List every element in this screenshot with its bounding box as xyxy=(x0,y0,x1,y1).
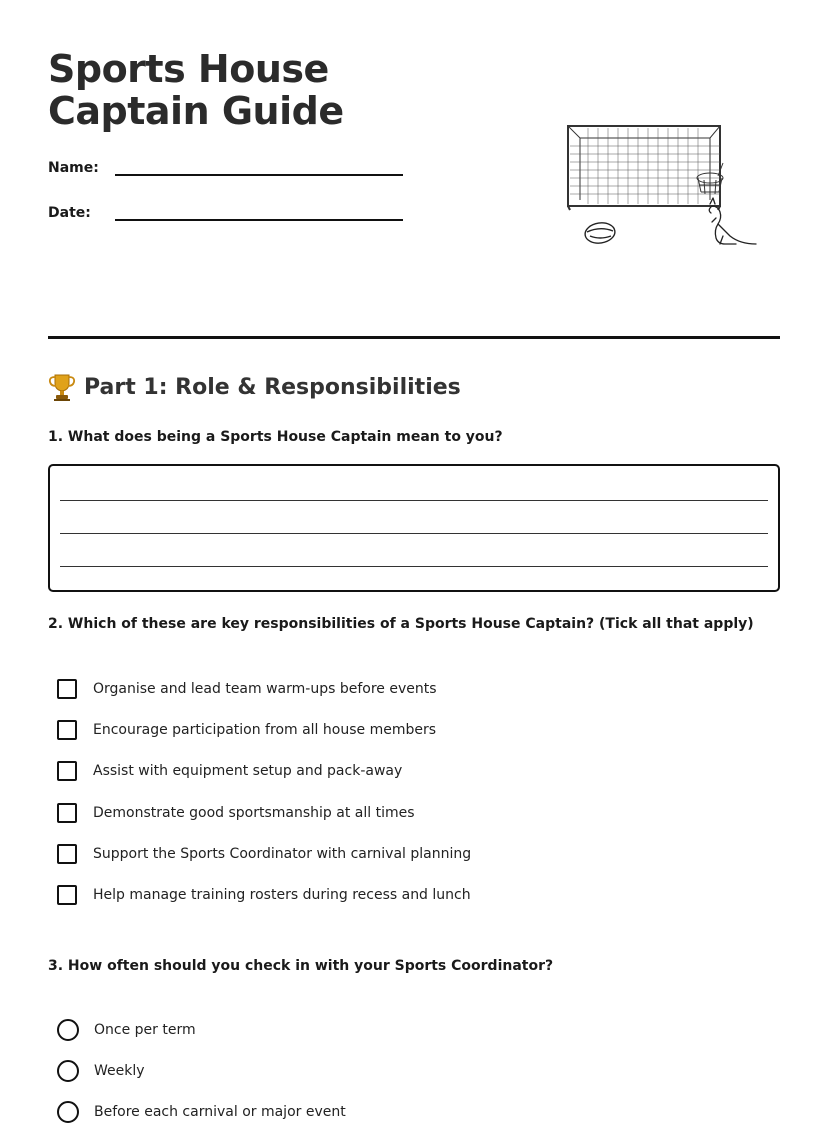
option-label: Assist with equipment setup and pack-away xyxy=(93,763,403,779)
question-1: 1. What does being a Sports House Captain mean to you? xyxy=(48,429,503,445)
date-label: Date: xyxy=(48,205,91,221)
option-label: Before each carnival or major event xyxy=(94,1104,346,1120)
checkbox[interactable] xyxy=(57,885,77,905)
checkbox[interactable] xyxy=(57,844,77,864)
option-label: Encourage participation from all house members xyxy=(93,722,437,738)
q2-option[interactable] xyxy=(57,844,471,864)
question-3: 3. How often should you check in with your Sports Coordinator? xyxy=(48,958,554,974)
trophy-icon xyxy=(48,372,76,402)
checkbox[interactable] xyxy=(57,761,77,781)
radio-button[interactable] xyxy=(57,1060,79,1082)
option-label: Help manage training rosters during recess and lunch xyxy=(93,887,471,903)
q2-option[interactable] xyxy=(57,761,402,781)
date-input-line[interactable] xyxy=(115,205,403,221)
q2-option[interactable] xyxy=(57,679,437,699)
option-label: Once per term xyxy=(94,1022,196,1038)
q2-option[interactable] xyxy=(57,803,415,823)
checkbox[interactable] xyxy=(57,803,77,823)
answer-line[interactable] xyxy=(60,500,768,501)
q3-option[interactable] xyxy=(57,1101,346,1123)
q2-option[interactable] xyxy=(57,885,471,905)
q3-option[interactable] xyxy=(57,1060,145,1082)
radio-button[interactable] xyxy=(57,1019,79,1041)
page-title: Sports House Captain Guide xyxy=(48,47,344,133)
section-1-title: Part 1: Role & Responsibilities xyxy=(84,374,461,400)
q2-option[interactable] xyxy=(57,720,436,740)
question-2: 2. Which of these are key responsibilities of a Sports House Captain? (Tick all that apply) xyxy=(48,616,754,632)
name-input-line[interactable] xyxy=(115,160,403,176)
option-label: Support the Sports Coordinator with carnival planning xyxy=(93,846,472,862)
date-field xyxy=(48,205,403,221)
radio-button[interactable] xyxy=(57,1101,79,1123)
section-divider xyxy=(48,336,780,339)
option-label: Weekly xyxy=(94,1063,145,1079)
answer-line[interactable] xyxy=(60,566,768,567)
answer-line[interactable] xyxy=(60,533,768,534)
section-1-heading xyxy=(48,372,461,402)
option-label: Organise and lead team warm-ups before events xyxy=(93,681,437,697)
name-field xyxy=(48,160,403,176)
q3-option[interactable] xyxy=(57,1019,196,1041)
checkbox[interactable] xyxy=(57,679,77,699)
option-label: Demonstrate good sportsmanship at all times xyxy=(93,805,415,821)
answer-box-q1[interactable] xyxy=(48,464,780,592)
goal-ball-kangaroo-illustration xyxy=(560,118,765,253)
checkbox[interactable] xyxy=(57,720,77,740)
name-label: Name: xyxy=(48,160,99,176)
